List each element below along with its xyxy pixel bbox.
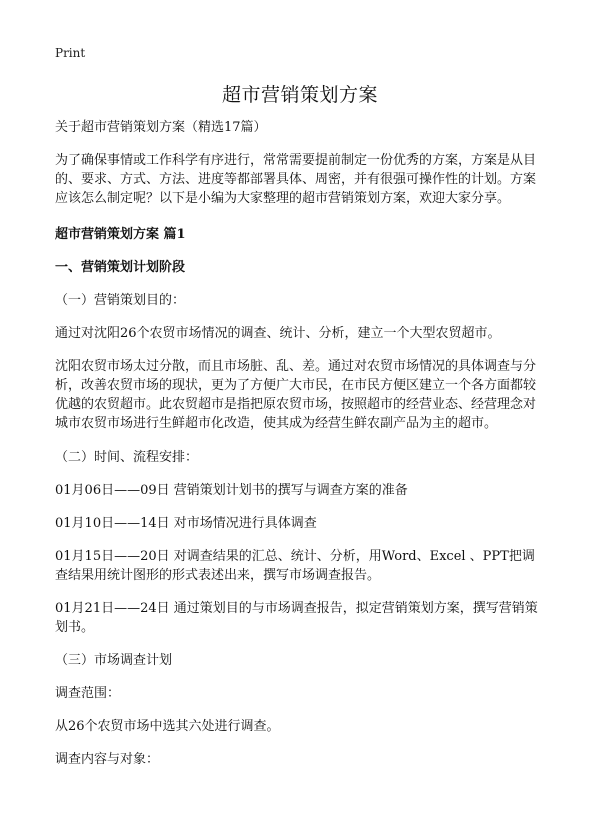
section-heading: 一、营销策划计划阶段 xyxy=(55,260,186,275)
document-body xyxy=(55,118,547,783)
intro-paragraph: 为了确保事情或工作科学有序进行，常常需要提前制定一份优秀的方案，方案是从目的、要求、方式、方法、进度等都部署具体、周密，并有很强可操作性的计划。方案应该怎么制定呢？以下是小编为大家整理的超市营销策划方案，欢迎大家分享。 xyxy=(55,153,537,206)
schedule-item: 01月21日——24日 通过策划目的与市场调查报告，拟定营销策划方案，撰写营销策划书。 xyxy=(55,601,538,635)
schedule-item: 01月10日——14日 对市场情况进行具体调查 xyxy=(55,516,317,531)
scope-label: 调查范围： xyxy=(55,686,121,701)
article-heading: 超市营销策划方案 篇1 xyxy=(55,227,186,242)
document-subtitle: 关于超市营销策划方案（精选17篇） xyxy=(55,120,267,135)
purpose-paragraph-1: 通过对沈阳26个农贸市场情况的调查、统计、分析，建立一个大型农贸超市。 xyxy=(55,326,501,341)
purpose-paragraph-2: 沈阳农贸市场太过分散，而且市场脏、乱、差。通过对农贸市场情况的具体调查与分析，改善农贸市场的现状，更为了方便广大市民，在市民方便区建立一个各方面都较优越的农贸超市。此农贸超市是指把原农贸市场，按照超市的经营业态、经营理念对城市农贸市场进行生鲜超市化改造，使其成为经营生鲜农副产品为主的超市。 xyxy=(55,359,537,431)
subsection-heading-schedule: （二）时间、流程安排： xyxy=(55,450,199,465)
subsection-heading-purpose: （一）营销策划目的： xyxy=(55,293,186,308)
subsection-heading-survey: （三）市场调查计划 xyxy=(55,653,173,668)
scope-text: 从26个农贸市场中选其六处进行调查。 xyxy=(55,719,280,734)
document-title: 超市营销策划方案 xyxy=(221,84,378,106)
print-link[interactable]: Print xyxy=(55,46,86,60)
schedule-item: 01月15日——20日 对调查结果的汇总、统计、分析，用Word、Excel 、PPT把调查结果用统计图形的形式表述出来，撰写市场调查报告。 xyxy=(55,549,535,583)
schedule-item: 01月06日——09日 营销策划计划书的撰写与调查方案的准备 xyxy=(55,483,408,498)
content-label: 调查内容与对象： xyxy=(55,752,160,767)
